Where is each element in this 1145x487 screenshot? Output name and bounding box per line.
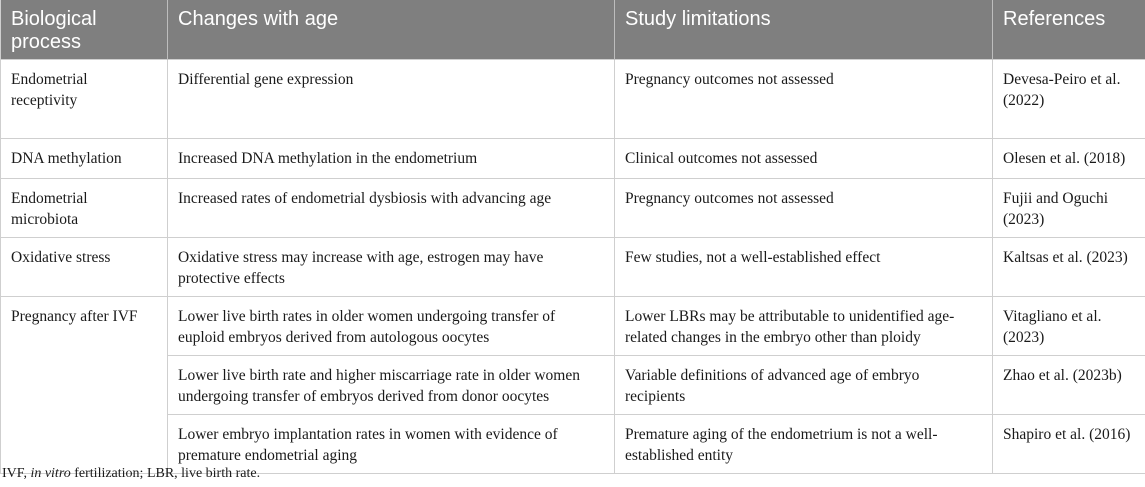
reference-cell: Vitagliano et al. (2023) (993, 297, 1145, 356)
footnote-italic: in vitro (30, 466, 71, 481)
limitation-cell: Pregnancy outcomes not assessed (615, 179, 993, 238)
limitation-cell: Pregnancy outcomes not assessed (615, 60, 993, 139)
table-row (1, 415, 1145, 474)
process-cell: Pregnancy after IVF (1, 297, 168, 474)
change-cell: Increased rates of endometrial dysbiosis with advancing age (168, 179, 615, 238)
header-row (1, 0, 1145, 60)
process-cell: Endometrial microbiota (1, 179, 168, 238)
table-header (1, 0, 1145, 60)
header-study-limitations: Study limitations (615, 0, 993, 60)
reference-cell: Kaltsas et al. (2023) (993, 238, 1145, 297)
footnote-part2: fertilization; LBR, live birth rate. (70, 466, 261, 481)
limitation-cell: Variable definitions of advanced age of embryo recipients (615, 356, 993, 415)
change-cell: Lower embryo implantation rates in women with evidence of premature endometrial aging (168, 415, 615, 474)
change-cell: Oxidative stress may increase with age, estrogen may have protective effects (168, 238, 615, 297)
reference-cell: Fujii and Oguchi (2023) (993, 179, 1145, 238)
table-row (1, 238, 1145, 297)
header-biological-process: Biological process (1, 0, 168, 60)
change-cell: Lower live birth rates in older women undergoing transfer of euploid embryos derived from autologous oocytes (168, 297, 615, 356)
header-references: References (993, 0, 1145, 60)
table-row (1, 60, 1145, 139)
process-cell: Oxidative stress (1, 238, 168, 297)
reference-cell: Devesa-Peiro et al. (2022) (993, 60, 1145, 139)
table-row (1, 139, 1145, 179)
limitation-cell: Premature aging of the endometrium is not a well-established entity (615, 415, 993, 474)
reference-cell: Olesen et al. (2018) (993, 139, 1145, 179)
change-cell: Differential gene expression (168, 60, 615, 139)
table-body (1, 60, 1145, 474)
process-cell: DNA methylation (1, 139, 168, 179)
limitation-cell: Clinical outcomes not assessed (615, 139, 993, 179)
footnote-part1: IVF, (2, 466, 31, 481)
reference-cell: Zhao et al. (2023b) (993, 356, 1145, 415)
table-row (1, 356, 1145, 415)
table-row (1, 179, 1145, 238)
reference-cell: Shapiro et al. (2016) (993, 415, 1145, 474)
process-cell: Endometrial receptivity (1, 60, 168, 139)
table-footnote (2, 466, 260, 482)
change-cell: Lower live birth rate and higher miscarriage rate in older women undergoing transfer of embryos derived from donor oocytes (168, 356, 615, 415)
table-row (1, 297, 1145, 356)
limitation-cell: Few studies, not a well-established effect (615, 238, 993, 297)
change-cell: Increased DNA methylation in the endometrium (168, 139, 615, 179)
limitation-cell: Lower LBRs may be attributable to unidentified age-related changes in the embryo other than ploidy (615, 297, 993, 356)
header-changes-with-age: Changes with age (168, 0, 615, 60)
